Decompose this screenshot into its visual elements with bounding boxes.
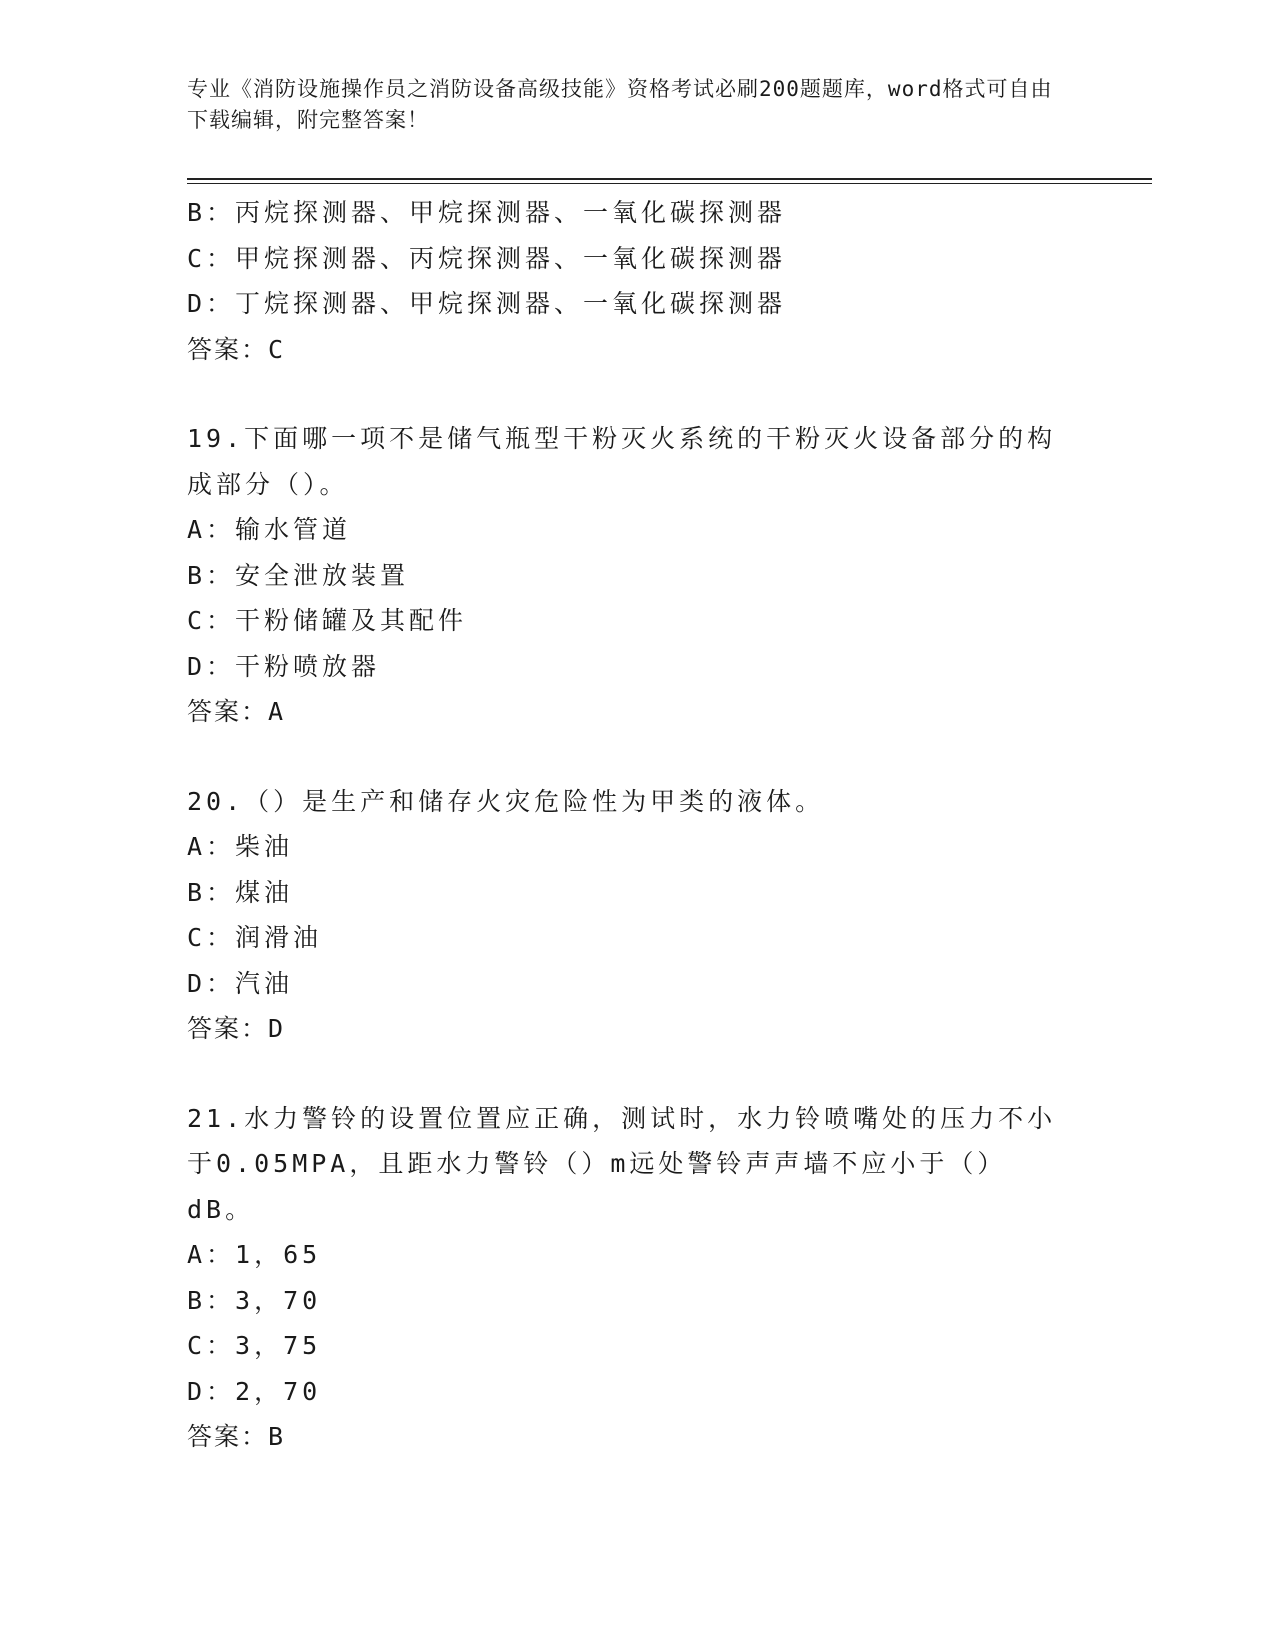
option-b: B：安全泄放装置	[187, 560, 410, 590]
question-text: 20.（）是生产和储存火灾危险性为甲类的液体。	[187, 786, 825, 816]
option-c: C：润滑油	[187, 923, 323, 952]
option-a: A：输水管道	[187, 515, 352, 544]
option-d: D：干粉喷放器	[187, 651, 381, 681]
option-d: D：丁烷探测器、甲烷探测器、一氧化碳探测器	[187, 289, 787, 318]
option-a: A：1，65	[187, 1240, 322, 1269]
question-list	[187, 190, 1077, 1460]
question-block-18	[187, 190, 1077, 372]
answer-line: 答案：C	[187, 334, 286, 364]
option-d: D：汽油	[187, 968, 294, 998]
question-block-19	[187, 416, 1077, 735]
option-c: C：干粉储罐及其配件	[187, 606, 468, 635]
answer-line: 答案：D	[187, 1014, 286, 1043]
option-c: C：3，75	[187, 1331, 322, 1360]
document-header: 专业《消防设施操作员之消防设备高级技能》资格考试必刷200题题库，word格式可自由下载编辑，附完整答案！	[187, 77, 1053, 132]
option-d: D：2，70	[187, 1376, 322, 1406]
option-c: C：甲烷探测器、丙烷探测器、一氧化碳探测器	[187, 243, 787, 273]
spacer	[187, 735, 1077, 779]
question-block-20	[187, 779, 1077, 1052]
question-text: 21.水力警铃的设置位置应正确，测试时，水力铃喷嘴处的压力不小于0.05MPA，且距水力警铃（）m远处警铃声声墙不应小于（）dB。	[187, 1103, 1057, 1224]
option-b: B：3，70	[187, 1285, 322, 1315]
spacer	[187, 372, 1077, 416]
answer-line: 答案：B	[187, 1422, 286, 1451]
question-text: 19.下面哪一项不是储气瓶型干粉灭火系统的干粉灭火设备部分的构成部分（）。	[187, 424, 1057, 499]
option-a: A：柴油	[187, 832, 294, 861]
option-b: B：丙烷探测器、甲烷探测器、一氧化碳探测器	[187, 198, 787, 227]
option-b: B：煤油	[187, 877, 294, 907]
spacer	[187, 1052, 1077, 1096]
header-divider-thin	[187, 183, 1152, 184]
question-block-21	[187, 1096, 1077, 1460]
answer-line: 答案：A	[187, 697, 286, 726]
header-divider	[187, 178, 1152, 180]
